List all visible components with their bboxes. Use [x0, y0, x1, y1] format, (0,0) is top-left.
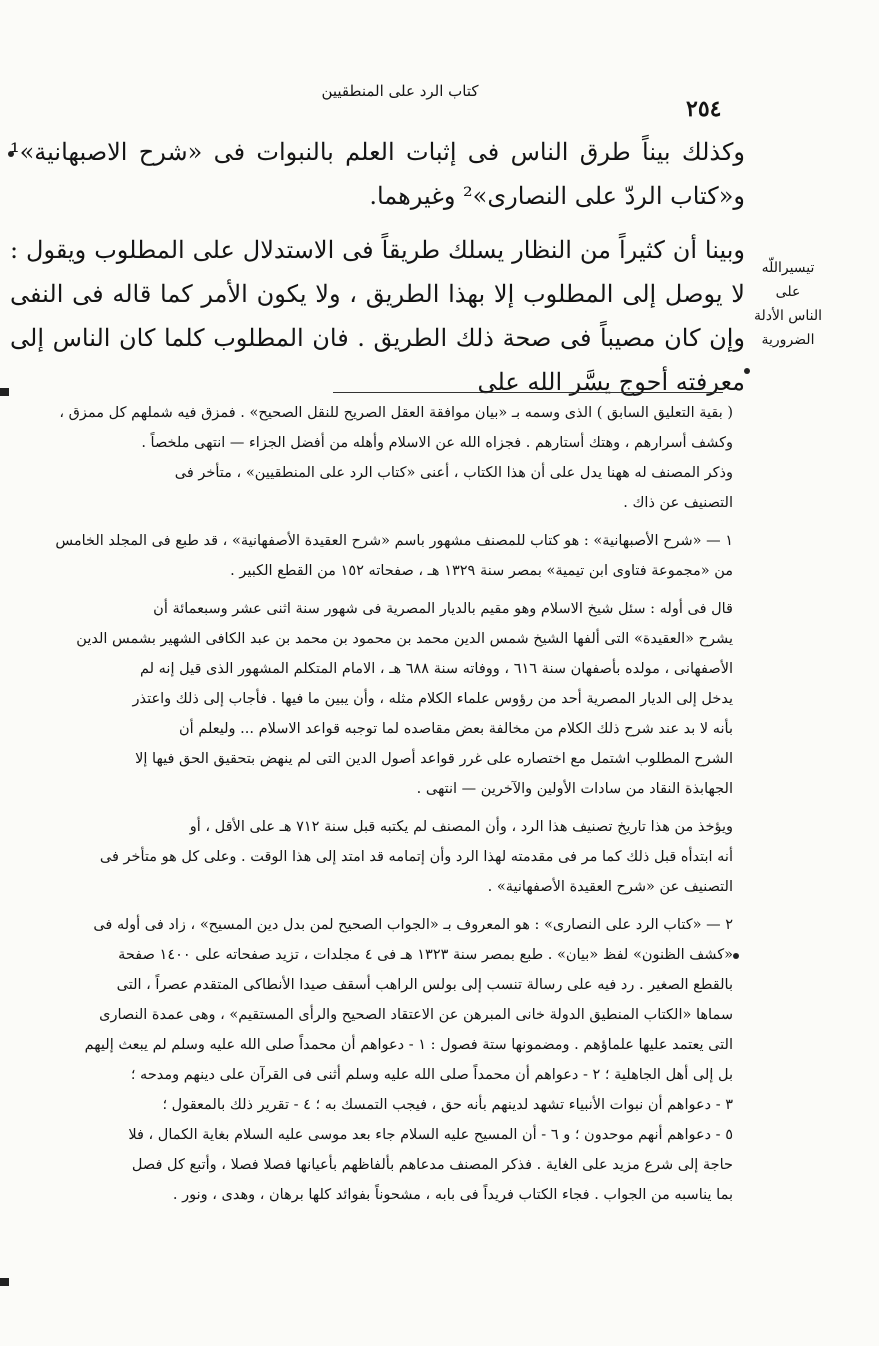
footnote-line: بما يناسبه من الجواب . فجاء الكتاب فريداً فى بابه ، مشحوناً بفوائد كلها برهان ، وهدى ، ونور . — [172, 1187, 733, 1203]
footnote-line: وكشف أسرارهم ، وهتك أستارهم . فجزاه الله عن الاسلام وأهله من أفضل الجزاء — انتهى ملخصاً . — [141, 435, 733, 451]
main-paragraph: وكذلك بيناً طرق الناس فى إثبات العلم بالنبوات فى «شرح الاصبهانية»¹ و«كتاب الردّ على النصارى»² وغيرهما. — [10, 138, 745, 210]
page-number: ٢٥٤ — [686, 96, 722, 122]
footnote-line: أنه ابتدأه قبل ذلك كما مر فى مقدمته لهذا الرد وأن إتمامه قد امتد إلى هذا الوقت . وعلى كل هو متأخر فى — [99, 849, 733, 865]
footnote-line: التصنيف عن «شرح العقيدة الأصفهانية» . — [487, 879, 733, 895]
footnote-line: ويؤخذ من هذا تاريخ تصنيف هذا الرد ، وأن المصنف لم يكتبه قبل سنة ٧١٢ هـ على الأقل ، أو — [189, 819, 733, 835]
side-note-line: تيسيراللّه على — [761, 260, 815, 300]
footnote-line: بأنه لا بد عند شرح ذلك الكلام من مخالفة بعض مقاصده لما توجبه قواعد الاسلام ... وليعلم أن — [179, 721, 733, 737]
footnote-line: يشرح «العقيدة» التى ألفها الشيخ شمس الدين محمد بن محمود بن محمد بن عبد الكافى الشهير بشمس الدين — [76, 631, 733, 647]
footnote-line: وذكر المصنف له ههنا يدل على أن هذا الكتاب ، أعنى «كتاب الرد على المنطقيين» ، متأخر فى — [174, 465, 733, 481]
footnote-line: الجهابذة النقاد من سادات الأولين والآخرين — انتهى . — [416, 781, 733, 797]
edge-mark — [0, 388, 9, 396]
footnotes — [18, 398, 733, 1210]
footnote-line: بل إلى أهل الجاهلية ؛ ٢ - دعواهم أن محمداً صلى الله عليه وسلم أثنى فى القرآن على دينهم ومدحه ؛ — [130, 1067, 733, 1083]
footnote-line: الأصفهانى ، مولده بأصفهان سنة ٦١٦ ، ووفاته سنة ٦٨٨ هـ ، الامام المتكلم المشهور الذى قيل إنه لم — [139, 661, 733, 677]
footnote-separator — [333, 392, 723, 393]
footnote-line: سماها «الكتاب المنطيق الدولة خانى المبرهن عن الاعتقاد الصحيح والرأى المستقيم» ، وهى عمدة النصارى — [99, 1007, 733, 1023]
footnote-line: قال فى أوله : سئل شيخ الاسلام وهو مقيم بالديار المصرية فى شهور سنة اثنى عشر وسبعمائة أن — [153, 601, 733, 617]
main-paragraph: وبينا أن كثيراً من النظار يسلك طريقاً فى الاستدلال على المطلوب ويقول : لا يوصل إلى المطلوب إلا بهذا الطريق ، ولا يكون الأمر كما قاله فى النفى وإن كان مصيباً فى صحة ذلك الطريق . فان المطلوب كلما كان الناس إلى معرفته أحوج يسَّر الله على — [10, 236, 745, 396]
footnote-line: ٢ — «كتاب الرد على النصارى» : هو المعروف بـ «الجواب الصحيح لمن بدل دين المسيح» ، زاد فى أوله فى — [93, 917, 733, 933]
running-title: كتاب الرد على المنطقيين — [321, 82, 479, 100]
footnote-line: التصنيف عن ذاك . — [623, 495, 733, 511]
footnote-line: حاجة إلى شرع مزيد على الغاية . فذكر المصنف مدعاهم بألفاظهم بأعيانها فصلا فصلا ، وأتبع كل فصل — [131, 1157, 733, 1173]
footnote-line: الشرح المطلوب اشتمل مع اختصاره على غرر قواعد أصول الدين التى لم ينهض بتحقيق الحق فيها إلا — [135, 751, 733, 767]
footnote-line: ١ — «شرح الأصبهانية» : هو كتاب للمصنف مشهور باسم «شرح العقيدة الأصفهانية» ، قد طبع فى المجلد الخامس — [55, 533, 733, 549]
footnote-line: ٣ - دعواهم أن نبوات الأنبياء تشهد لدينهم بأنه حق ، فيجب التمسك به ؛ ٤ - تقرير ذلك بالمعقول ؛ — [162, 1097, 733, 1113]
footnote-line: «كشف الظنون» لفظ «بيان» . طبع بمصر سنة ١٣٢٣ هـ فى ٤ مجلدات ، تزيد صفحاته على ١٤٠٠ صفحة — [118, 947, 733, 963]
side-note — [748, 256, 828, 352]
footnote-line: من «مجموعة فتاوى ابن تيمية» بمصر سنة ١٣٢٩ هـ ، صفحاته ١٥٢ من القطع الكبير . — [230, 563, 733, 579]
side-note-line: الناس الأدلة — [753, 308, 823, 324]
footnote-line: ( بقية التعليق السابق ) الذى وسمه بـ «بيان موافقة العقل الصريح للنقل الصحيح» . فمزق فيه شملهم كل ممزق ، — [59, 405, 733, 421]
footnote-line: يدخل إلى الديار المصرية أحد من رؤوس علماء الكلام مثله ، وأن يبين ما فيها . فأجاب إلى ذلك واعتذر — [132, 691, 733, 707]
footnote-line: بالقطع الصغير . رد فيه على رسالة تنسب إلى بولس الراهب أسقف صيدا الأنطاكى المتقدم عصراً ، التى — [116, 977, 733, 993]
side-note-line: الضرورية — [761, 332, 815, 348]
footnote-line: ٥ - دعواهم أنهم موحدون ؛ و ٦ - أن المسيح عليه السلام جاء بعد موسى عليه السلام بغاية الكمال ، فلا — [128, 1127, 733, 1143]
footnote-line: التى يعتمد عليها علماؤهم . ومضمونها ستة فصول : ١ - دعواهم أن محمداً صلى الله عليه وسلم لم يبعث إليهم — [84, 1037, 733, 1053]
margin-bullet — [733, 953, 739, 959]
main-text — [10, 130, 745, 404]
edge-mark — [0, 1278, 9, 1286]
